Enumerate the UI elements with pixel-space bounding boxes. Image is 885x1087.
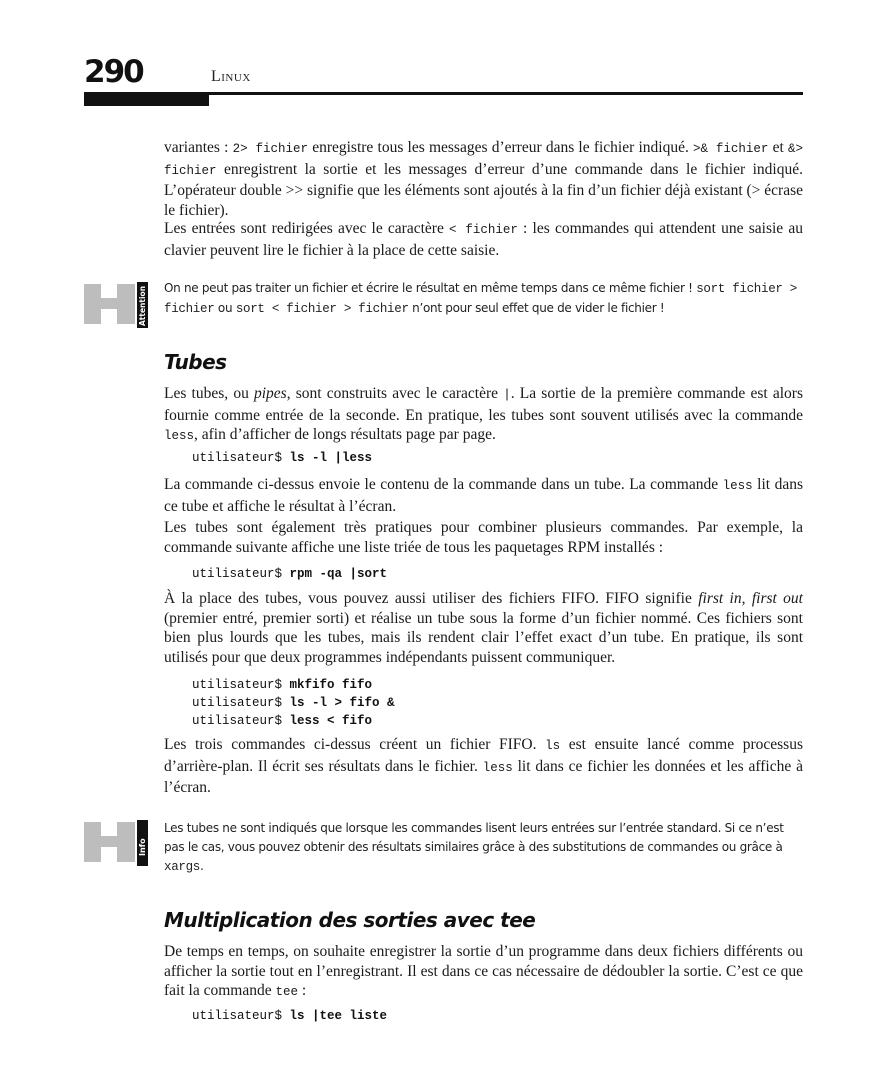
inline-code: |	[503, 388, 511, 402]
note-attention	[164, 279, 804, 319]
attention-icon-label: Attention	[138, 285, 147, 326]
inline-code: < fichier	[449, 223, 518, 237]
inline-code: ls	[545, 739, 561, 753]
text: et	[768, 139, 788, 156]
text: lit dans ce tube et affiche le résultat à l’écran.	[164, 476, 803, 515]
paragraph-entrees	[164, 219, 803, 260]
inline-code: &> fichier	[164, 142, 803, 178]
text: Les trois commandes ci-dessus créent un fichier FIFO.	[164, 736, 546, 753]
code-block-rpm	[192, 565, 387, 583]
paragraph-variantes	[164, 138, 803, 220]
heading-text: Multiplication des sorties avec	[164, 908, 501, 932]
info-icon-label: Info	[138, 838, 147, 856]
inline-code: sort fichier > fichier	[164, 282, 798, 316]
text: lit dans ce fichier les données et les affiche à l’écran.	[164, 757, 803, 796]
paragraph-tubes-intro	[164, 384, 803, 447]
inline-code: xargs	[164, 860, 201, 874]
code-line	[192, 712, 395, 730]
inline-code: less	[482, 760, 513, 775]
paragraph-fifo-explain	[164, 735, 803, 798]
heading-command: tee	[500, 908, 536, 932]
text: À la place des tubes, vous pouvez aussi utiliser des fichiers FIFO. FIFO signifie	[164, 590, 699, 607]
text: La commande ci-dessus envoie le contenu de la commande dans un tube. La commande	[164, 476, 723, 493]
code-prompt: utilisateur$	[192, 451, 290, 465]
code-command: less < fifo	[289, 714, 373, 728]
text: Les tubes sont également très pratiques pour combiner plusieurs commandes. Par exemple, la commande suivante affiche une liste triée de tous les paquetages RPM installés :	[164, 519, 803, 556]
text: est ensuite lancé comme processus d’arrière-plan. Il écrit ses résultats dans le fichier.	[164, 736, 803, 775]
code-prompt: utilisateur$	[192, 567, 290, 581]
italic-term: first in, first out	[698, 590, 803, 607]
code-line	[192, 676, 395, 694]
text: Les entrées sont redirigées avec le caractère	[164, 220, 450, 237]
attention-icon	[84, 282, 149, 328]
inline-code: tee	[275, 985, 298, 999]
header-tab-bar	[84, 92, 209, 106]
running-title: Linux	[211, 68, 251, 85]
code-line	[192, 694, 395, 712]
note-info	[164, 819, 804, 877]
text: De temps en temps, on souhaite enregistrer la sortie d’un programme dans deux fichiers différents ou afficher la sortie tout en l’enregistrant. Il est dans ce cas nécessaire de dédoubler la sortie. C’est ce que fait la commande	[164, 943, 803, 999]
text: ou	[214, 301, 236, 315]
text: Les tubes, ou	[164, 385, 254, 402]
text: n’ont pour seul effet que de vider le fichier !	[408, 301, 665, 315]
code-prompt: utilisateur$	[192, 1009, 290, 1023]
inline-code: less	[722, 479, 753, 493]
paragraph-tubes-explain	[164, 475, 803, 516]
text: enregistre tous les messages d’erreur dans le fichier indiqué.	[308, 139, 694, 156]
inline-code: sort < fichier > fichier	[235, 302, 409, 316]
code-prompt: utilisateur$	[192, 714, 290, 728]
text: , sont construits avec le caractère	[286, 385, 504, 402]
code-command: rpm -qa |sort	[289, 567, 388, 581]
info-icon	[84, 820, 149, 866]
code-block-fifo	[192, 676, 395, 730]
page-number: 290	[84, 54, 143, 90]
code-command: ls -l > fifo &	[289, 696, 395, 710]
text: On ne peut pas traiter un fichier et écrire le résultat en même temps dans ce même fichier !	[164, 281, 697, 295]
code-block-tee	[192, 1007, 387, 1025]
paragraph-fifo	[164, 589, 803, 667]
header-rule	[208, 92, 803, 95]
code-command: ls |tee liste	[289, 1009, 388, 1023]
text: , afin d’afficher de longs résultats page par page.	[194, 426, 496, 443]
text: (premier entré, premier sorti) et réalise un tube sous la forme d’un fichier nommé. Ces fichiers sont bien plus lourds que les tubes, mais ils rendent clair l’effet exact d’un tube. En pratique, ils sont utilisés pour que deux programmes indépendants puissent communiquer.	[164, 609, 803, 666]
paragraph-tubes-combine	[164, 518, 803, 557]
section-heading-tubes: Tubes	[164, 350, 227, 374]
text: : les commandes qui attendent une saisie au clavier peuvent lire le fichier à la place de cette saisie.	[164, 220, 803, 259]
code-command: ls -l |less	[289, 451, 373, 465]
text: .	[200, 859, 204, 873]
text: . La sortie de la première commande est alors fournie comme entrée de la seconde. En pratique, les tubes sont souvent utilisés avec la commande	[164, 385, 803, 424]
inline-code: >& fichier	[693, 142, 769, 156]
code-prompt: utilisateur$	[192, 678, 290, 692]
inline-code: 2> fichier	[232, 142, 308, 156]
inline-code: less	[164, 429, 195, 443]
text: enregistrent la sortie et les messages d’erreur d’une commande dans le fichier indiqué. L’opérateur double >> signifie que les éléments sont ajoutés à la fin d’un fichier déjà existant (> écrase le fichier).	[164, 160, 803, 219]
paragraph-tee	[164, 942, 803, 1003]
text: :	[297, 982, 307, 999]
code-block-less	[192, 449, 372, 467]
text: Les tubes ne sont indiqués que lorsque les commandes lisent leurs entrées sur l’entrée standard. Si ce n’est pas le cas, vous pouvez obtenir des résultats similaires grâce à des substitutions de commandes ou grâce à	[164, 821, 784, 854]
section-heading-tee	[164, 908, 535, 932]
code-command: mkfifo fifo	[289, 678, 373, 692]
italic-term: pipes	[253, 385, 287, 402]
text: variantes :	[164, 139, 233, 156]
code-prompt: utilisateur$	[192, 696, 290, 710]
